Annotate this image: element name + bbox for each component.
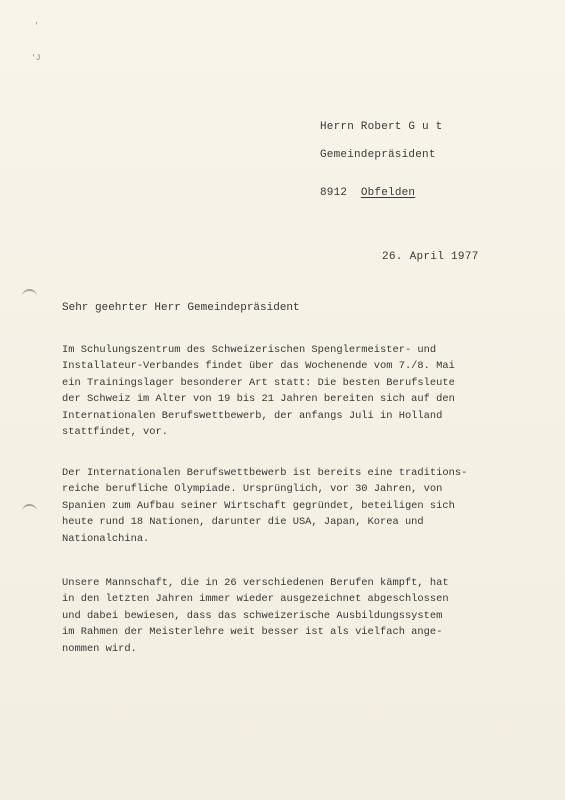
- paragraph-line: Im Schulungszentrum des Schweizerischen Spenglermeister- und: [62, 344, 437, 356]
- punch-hole-icon: [22, 504, 37, 516]
- letter-date: 26. April 1977: [382, 251, 479, 263]
- salutation: Sehr geehrter Herr Gemeindepräsident: [62, 302, 300, 314]
- paragraph-line: der Schweiz im Alter von 19 bis 21 Jahren bereiten sich auf den: [62, 393, 455, 406]
- paragraph-line: nommen wird.: [62, 642, 137, 655]
- body-paragraph: [62, 575, 449, 657]
- paragraph-line: Unsere Mannschaft, die in 26 verschiedenen Berufen kämpft, hat: [62, 577, 449, 589]
- punch-hole-icon: [22, 289, 37, 301]
- body-paragraph: [62, 342, 455, 440]
- paragraph-line: Der Internationalen Berufswettbewerb ist bereits eine traditions-: [62, 467, 468, 479]
- paragraph-line: Internationalen Berufswettbewerb, der anfangs Juli in Holland: [62, 409, 443, 422]
- paragraph-line: in den letzten Jahren immer wieder ausgezeichnet abgeschlossen: [62, 593, 449, 606]
- recipient-postcode: 8912: [320, 187, 348, 199]
- paragraph-line: im Rahmen der Meisterlehre weit besser ist als vielfach ange-: [62, 626, 443, 639]
- margin-mark: 'J: [31, 54, 41, 63]
- body-paragraph: [62, 465, 467, 547]
- paragraph-line: heute rund 18 Nationen, darunter die USA, Japan, Korea und: [62, 516, 424, 529]
- recipient-city: Obfelden: [360, 187, 416, 199]
- paragraph-line: und dabei bewiesen, dass das schweizerische Ausbildungssystem: [62, 609, 443, 622]
- paragraph-line: ein Trainingslager besonderer Art statt: Die besten Berufsleute: [62, 376, 455, 389]
- paragraph-line: Installateur-Verbandes findet über das Wochenende vom 7./8. Mai: [62, 360, 455, 373]
- paragraph-line: Spanien zum Aufbau seiner Wirtschaft gegründet, beteiligen sich: [62, 499, 455, 512]
- paragraph-line: stattfindet, vor.: [62, 425, 169, 438]
- recipient-name: Herrn Robert G u t: [320, 121, 443, 133]
- paragraph-line: Nationalchina.: [62, 532, 150, 545]
- paragraph-line: reiche berufliche Olympiade. Ursprünglich, vor 30 Jahren, von: [62, 483, 443, 496]
- recipient-title: Gemeindepräsident: [320, 149, 436, 161]
- margin-mark: ': [34, 22, 39, 31]
- recipient-city-line: [320, 186, 415, 200]
